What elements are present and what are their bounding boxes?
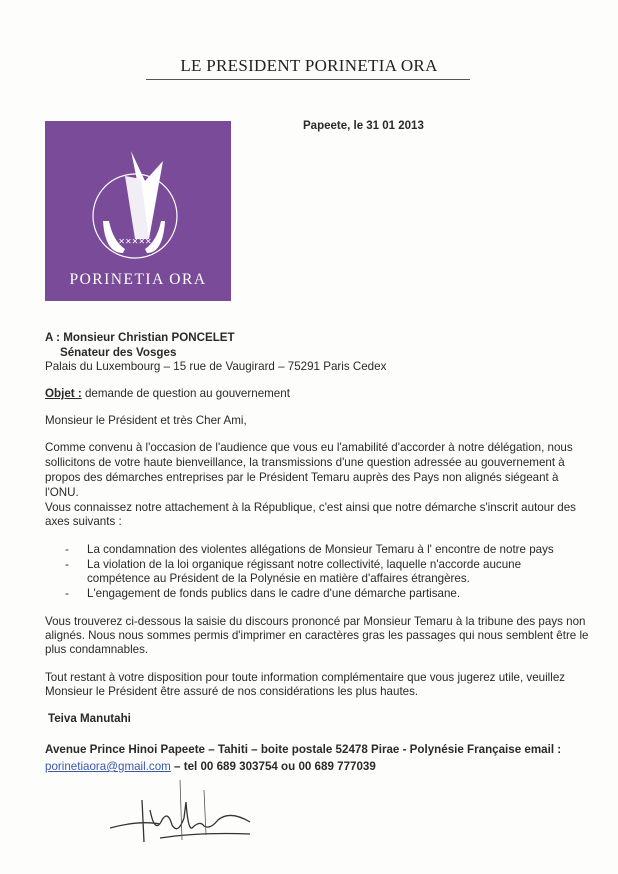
paragraph-line: Comme convenu à l'occasion de l'audience que vous eu l'amabilité d'accorder à notre délégation, nous [45, 441, 573, 454]
paragraph-line: Tout restant à votre disposition pour toute information complémentaire que vous jugerez utile, veuillez [45, 671, 566, 684]
paragraph-line: alignés. Nous nous sommes permis d'imprimer en caractères gras les passages qui nous semblent être le [45, 629, 589, 642]
signatory-name: Teiva Manutahi [48, 712, 131, 725]
letter-date: Papeete, le 31 01 2013 [303, 120, 424, 132]
bullet-item: L'engagement de fonds publics dans le cadre d'une démarche partisane. [87, 587, 461, 600]
email-link[interactable]: porinetiaora@gmail.com [45, 760, 171, 773]
salutation: Monsieur le Président et très Cher Ami, [45, 414, 247, 427]
bullet-dash: - [65, 543, 69, 556]
footer-address: Avenue Prince Hinoi Papeete – Tahiti – boite postale 52478 Pirae - Polynésie Française email : [45, 743, 562, 756]
paragraph-line: Vous connaissez notre attachement à la République, c'est ainsi que notre démarche s'inscrit autour des [45, 501, 576, 514]
recipient-address: Palais du Luxembourg – 15 rue de Vaugirard – 75291 Paris Cedex [45, 360, 387, 373]
bullet-dash: - [65, 587, 69, 600]
subject-label: Objet : [45, 387, 82, 400]
paragraph-line: plus condamnables. [45, 643, 149, 656]
logo-text: PORINETIA ORA [69, 271, 207, 288]
svg-text:✕✕✕✕✕: ✕✕✕✕✕ [118, 237, 152, 246]
recipient-name: A : Monsieur Christian PONCELET [45, 331, 235, 344]
bullet-item-cont: compétence au Président de la Polynésie en matière d'affaires étrangères. [87, 572, 470, 585]
bullet-item: La violation de la loi organique régissant notre collectivité, laquelle n'accorde aucune [87, 558, 522, 571]
porinetia-ora-logo [45, 121, 231, 301]
bullet-item: La condamnation des violentes allégations de Monsieur Temaru à l' encontre de notre pays [87, 543, 554, 556]
footer-phone: – tel 00 689 303754 ou 00 689 777039 [170, 760, 376, 773]
footer-contact [45, 760, 376, 775]
paragraph-line: l'ONU. [45, 486, 79, 499]
canoe-sail-icon [45, 121, 231, 271]
recipient-title: Sénateur des Vosges [60, 346, 177, 359]
letterhead-title: LE PRESIDENT PORINETIA ORA [180, 56, 438, 75]
subject-text: demande de question au gouvernement [81, 387, 290, 400]
paragraph-line: sollicitons de votre haute bienveillance, la transmissions d'une question adressée au gouvernement à [45, 456, 565, 469]
paragraph-line: Monsieur le Président être assuré de nos considérations les plus hautes. [45, 685, 419, 698]
title-underline [146, 79, 470, 80]
handwritten-signature [100, 780, 300, 850]
paragraph-line: axes suivants : [45, 515, 122, 528]
paragraph-line: Vous trouverez ci-dessous la saisie du discours prononcé par Monsieur Temaru à la tribune des pays non [45, 615, 586, 628]
subject-line [45, 387, 290, 402]
bullet-dash: - [65, 558, 69, 571]
paragraph-line: propos des démarches entreprises par le Président Temaru auprès des Pays non alignés siégeant à [45, 471, 559, 484]
